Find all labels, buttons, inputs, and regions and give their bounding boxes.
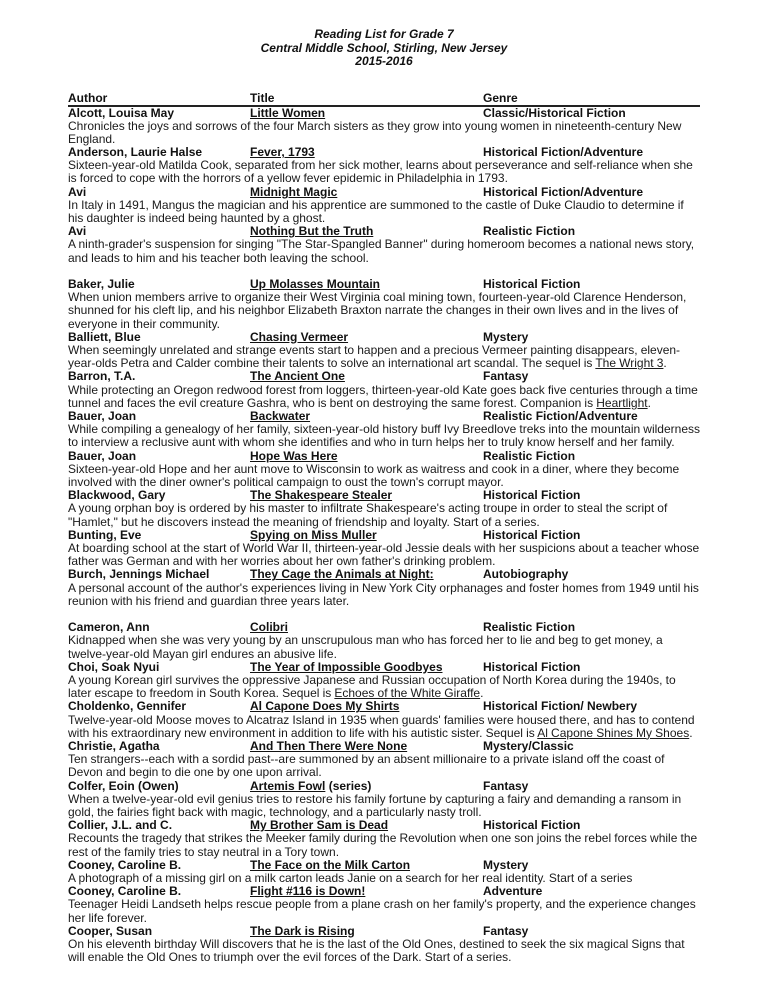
book-title: The Ancient One [250, 369, 345, 384]
book-title-cell [250, 146, 315, 159]
book-title: The Face on the Milk Carton [250, 857, 411, 872]
column-header-title: Title [250, 91, 275, 105]
book-title: The Dark is Rising [250, 923, 355, 938]
book-genre: Autobiography [483, 567, 569, 582]
book-title: Little Women [250, 105, 326, 120]
document-header [0, 28, 768, 69]
book-description [68, 384, 700, 410]
book-genre: Historical Fiction/Adventure [483, 184, 644, 199]
book-author: Barron, T.A. [68, 369, 136, 384]
book-heading-row [68, 278, 700, 291]
description-text: Recounts the tragedy that strikes the Meeker family during the Revolution when one son joins the rebel forces while the rest of the family tries to stay neutral in a Tory town. [68, 831, 698, 859]
description-text: Sixteen-year-old Hope and her aunt move to Wisconsin to work as waitress and cook in a diner, where they become involved with the diner owner's political campaign to oust the town's corrupt mayor. [68, 461, 680, 490]
book-heading-row [68, 925, 700, 938]
book-description [68, 674, 700, 700]
book-author: Anderson, Laurie Halse [68, 145, 203, 160]
column-header-author: Author [68, 91, 108, 105]
description-text: A personal account of the author's experiences living in New York City orphanages and foster homes from 1949 until his reunion with his friend and guardian three years later. [68, 580, 699, 608]
book-author: Christie, Agatha [68, 738, 160, 753]
header-year: 2015-2016 [355, 54, 413, 68]
book-heading-row [68, 529, 700, 542]
book-title-suffix: (series) [325, 778, 372, 793]
book-author: Balliett, Blue [68, 329, 141, 344]
book-author: Alcott, Louisa May [68, 105, 175, 120]
book-title-cell [250, 450, 338, 463]
book-title: Flight #116 is Down! [250, 884, 366, 899]
description-text: At boarding school at the start of World War II, thirteen-year-old Jessie deals with her suspicions about a teacher whose father was German and with her worries about her own father's drinking problem. [68, 541, 700, 569]
header-school: Central Middle School, Stirling, New Jersey [260, 40, 508, 55]
section-spacer [68, 608, 700, 621]
book-entry [68, 146, 700, 186]
header-title: Reading List for Grade 7 [314, 27, 454, 41]
description-text: On his eleventh birthday Will discovers that he is the last of the Old Ones, destined to seek the six magical Signs that will enable the Old Ones to triumph over the evil forces of the Dark. Start of a series. [68, 936, 685, 965]
book-entry [68, 661, 700, 701]
book-author: Cameron, Ann [68, 620, 150, 635]
related-suffix: . [480, 686, 484, 701]
book-entry [68, 885, 700, 925]
book-heading-row [68, 568, 700, 581]
description-text: Teenager Heidi Landseth helps rescue people from a plane crash on her family's property, and the experience changes her life forever. [68, 897, 696, 925]
book-title: Up Molasses Mountain [250, 277, 381, 292]
book-title: The Year of Impossible Goodbyes [250, 659, 443, 674]
book-genre: Historical Fiction [483, 277, 581, 292]
description-text: Chronicles the joys and sorrows of the four March sisters as they grow into young women in nineteenth-century New England. [68, 118, 682, 146]
description-text: When seemingly unrelated and strange events start to happen and a precious Vermeer painting disappears, eleven-year-olds Petra and Calder combine their talents to solve an international art scandal. [68, 343, 681, 371]
book-heading-row [68, 859, 700, 872]
book-genre: Historical Fiction [483, 659, 581, 674]
description-text: A photograph of a missing girl on a milk carton leads Janie on a search for her real identity. Start of a series [68, 870, 633, 885]
description-text: When union members arrive to organize their West Virginia coal mining town, fourteen-year-old Clarence Henderson, shunned for his cleft lip, and his neighbor Elizabeth Braxton narrate the changes in their own lives and in the lives of everyone in their community. [68, 290, 687, 331]
description-text: A ninth-grader's suspension for singing "The Star-Spangled Banner" during homeroom becomes a national news story, and leads to him and his teacher both leaving the school. [68, 237, 695, 265]
book-title: Fever, 1793 [250, 145, 315, 160]
book-entry [68, 278, 700, 331]
book-description [68, 120, 700, 146]
book-title-cell [250, 700, 399, 713]
book-genre: Historical Fiction [483, 818, 581, 833]
book-author: Baker, Julie [68, 277, 135, 292]
description-text: A young Korean girl survives the oppressive Japanese and Russian occupation of North Korea during the 1940s, to later escape to freedom in South Korea. [68, 672, 676, 701]
book-entry [68, 780, 700, 820]
book-genre: Fantasy [483, 923, 529, 938]
book-heading-row [68, 186, 700, 199]
description-text: A young orphan boy is ordered by his master to infiltrate Shakespeare's acting troupe in order to steal the script of "Hamlet," but he discovers instead the meaning of friendship and loyalty. Start of a series. [68, 501, 668, 529]
book-description [68, 832, 700, 858]
book-description [68, 582, 700, 608]
book-title-cell [250, 225, 373, 238]
book-title-cell [250, 331, 348, 344]
book-description [68, 714, 700, 740]
book-heading-row [68, 780, 700, 793]
book-genre: Realistic Fiction/Adventure [483, 409, 638, 424]
book-genre: Fantasy [483, 778, 529, 793]
related-prefix: Sequel is [482, 725, 538, 740]
book-title-cell [250, 925, 355, 938]
book-genre: Historical Fiction [483, 527, 581, 542]
description-text: Kidnapped when she was very young by an unscrupulous man who has forced her to lie and beg to get money, a twelve-year-old Mayan girl endures an abusive life. [68, 633, 663, 661]
book-description [68, 291, 700, 331]
book-author: Colfer, Eoin (Owen) [68, 778, 179, 793]
book-title-cell [250, 859, 410, 872]
related-title: Echoes of the White Giraffe [334, 686, 481, 701]
related-suffix: . [647, 395, 651, 410]
book-genre: Historical Fiction/ Newbery [483, 699, 638, 714]
book-author: Cooney, Caroline B. [68, 884, 182, 899]
book-title: Chasing Vermeer [250, 329, 349, 344]
book-author: Avi [68, 224, 87, 239]
book-entry [68, 621, 700, 661]
book-title: Artemis Fowl [250, 778, 326, 793]
book-title-cell [250, 568, 434, 581]
book-entry [68, 489, 700, 529]
book-heading-row [68, 661, 700, 674]
book-description [68, 502, 700, 528]
book-title: Nothing But the Truth [250, 224, 374, 239]
book-entry [68, 370, 700, 410]
book-genre: Realistic Fiction [483, 620, 576, 635]
related-suffix: . [689, 725, 693, 740]
book-title-cell [250, 186, 337, 199]
book-title-cell [250, 780, 371, 793]
related-prefix: The sequel is [518, 356, 596, 371]
column-headers [68, 92, 700, 107]
book-title-cell [250, 740, 407, 753]
description-text: When a twelve-year-old evil genius tries to restore his family fortune by capturing a fairy and demanding a ransom in gold, the fairies fight back with magic, technology, and a particularly nasty troll. [68, 791, 682, 819]
book-entry [68, 107, 700, 147]
book-description [68, 463, 700, 489]
book-genre: Mystery/Classic [483, 738, 574, 753]
book-entry [68, 331, 700, 371]
book-title: They Cage the Animals at Night: [250, 567, 434, 582]
book-entry [68, 740, 700, 780]
book-entry [68, 859, 700, 885]
book-author: Bauer, Joan [68, 409, 137, 424]
book-title-cell [250, 621, 288, 634]
book-heading-row [68, 621, 700, 634]
book-entry [68, 450, 700, 490]
book-heading-row [68, 225, 700, 238]
book-heading-row [68, 819, 700, 832]
book-heading-row [68, 450, 700, 463]
book-genre: Fantasy [483, 369, 529, 384]
related-prefix: Sequel is [278, 686, 335, 701]
book-description [68, 753, 700, 779]
book-author: Bunting, Eve [68, 527, 142, 542]
book-title-cell [250, 107, 325, 120]
book-entry [68, 225, 700, 265]
book-author: Burch, Jennings Michael [68, 567, 210, 582]
related-title: The Wright 3 [595, 356, 664, 371]
book-genre: Historical Fiction/Adventure [483, 145, 644, 160]
book-heading-row [68, 410, 700, 423]
section-spacer [68, 265, 700, 278]
reading-list [68, 92, 700, 964]
description-text: Sixteen-year-old Matilda Cook, separated from her sick mother, learns about perseverance and self-reliance when she is forced to cope with the horrors of a yellow fever epidemic in Philadelphia in 1793. [68, 158, 693, 186]
book-title: And Then There Were None [250, 738, 408, 753]
book-title-cell [250, 885, 365, 898]
book-heading-row [68, 370, 700, 383]
book-author: Choi, Soak Nyui [68, 659, 160, 674]
book-genre: Adventure [483, 884, 543, 899]
book-genre: Mystery [483, 857, 529, 872]
book-description [68, 199, 700, 225]
book-description [68, 898, 700, 924]
book-author: Bauer, Joan [68, 448, 137, 463]
book-description [68, 423, 700, 449]
book-title: Colibri [250, 620, 288, 635]
book-entry [68, 568, 700, 608]
book-author: Cooper, Susan [68, 923, 153, 938]
book-heading-row [68, 489, 700, 502]
book-title-cell [250, 819, 388, 832]
book-heading-row [68, 740, 700, 753]
book-title-cell [250, 489, 392, 502]
related-prefix: Companion is [516, 395, 597, 410]
book-author: Choldenko, Gennifer [68, 699, 187, 714]
book-description [68, 542, 700, 568]
book-author: Blackwood, Gary [68, 488, 166, 503]
book-genre: Realistic Fiction [483, 448, 576, 463]
description-text: While compiling a genealogy of her family, sixteen-year-old history buff Ivy Breedlove treks into the mountain wilderness to interview a reclusive aunt with whom she identifies and who in turn helps her to truly know herself and her family. [68, 422, 700, 450]
book-title: My Brother Sam is Dead [250, 818, 389, 833]
book-description [68, 159, 700, 185]
book-title: Spying on Miss Muller [250, 527, 377, 542]
related-title: Al Capone Shines My Shoes [537, 725, 690, 740]
book-title-cell [250, 661, 443, 674]
book-entry [68, 700, 700, 740]
description-text: In Italy in 1491, Mangus the magician and his apprentice are summoned to the castle of Duke Claudio to determine if his daughter is indeed being haunted by a ghost. [68, 197, 684, 226]
book-genre: Historical Fiction [483, 488, 581, 503]
book-heading-row [68, 331, 700, 344]
book-genre: Mystery [483, 329, 529, 344]
book-genre: Realistic Fiction [483, 224, 576, 239]
book-author: Collier, J.L. and C. [68, 818, 173, 833]
book-title: Midnight Magic [250, 184, 338, 199]
book-heading-row [68, 885, 700, 898]
related-title: Heartlight [596, 395, 648, 410]
book-title: The Shakespeare Stealer [250, 488, 393, 503]
book-title-cell [250, 410, 310, 423]
column-header-genre: Genre [483, 91, 518, 105]
book-entry [68, 529, 700, 569]
book-author: Avi [68, 184, 87, 199]
book-heading-row [68, 107, 700, 120]
description-text: While protecting an Oregon redwood forest from loggers, thirteen-year-old Kate goes back five centuries through a time tunnel and faces the evil creature Gashra, who is bent on destroying the same forest. [68, 382, 698, 410]
book-heading-row [68, 146, 700, 159]
book-entry [68, 410, 700, 450]
book-title: Al Capone Does My Shirts [250, 699, 400, 714]
book-title-cell [250, 370, 345, 383]
book-description [68, 793, 700, 819]
book-title: Hope Was Here [250, 448, 338, 463]
book-heading-row [68, 700, 700, 713]
description-text: Ten strangers--each with a sordid past--are summoned by an absent millionaire to a private island off the coast of Devon and begin to die one by one upon arrival. [68, 752, 665, 780]
book-title-cell [250, 278, 380, 291]
book-genre: Classic/Historical Fiction [483, 105, 626, 120]
related-suffix: . [663, 356, 667, 371]
book-author: Cooney, Caroline B. [68, 857, 182, 872]
book-title-cell [250, 529, 377, 542]
book-entry [68, 819, 700, 859]
book-entry [68, 186, 700, 226]
book-description [68, 238, 700, 264]
book-description [68, 634, 700, 660]
book-entry [68, 925, 700, 965]
description-text: Twelve-year-old Moose moves to Alcatraz Island in 1935 when guards' families were housed there, and has to contend with his extraordinary new environment in addition to life with his autistic sister. [68, 712, 695, 740]
book-title: Backwater [250, 409, 311, 424]
book-description [68, 938, 700, 964]
book-description [68, 344, 700, 370]
